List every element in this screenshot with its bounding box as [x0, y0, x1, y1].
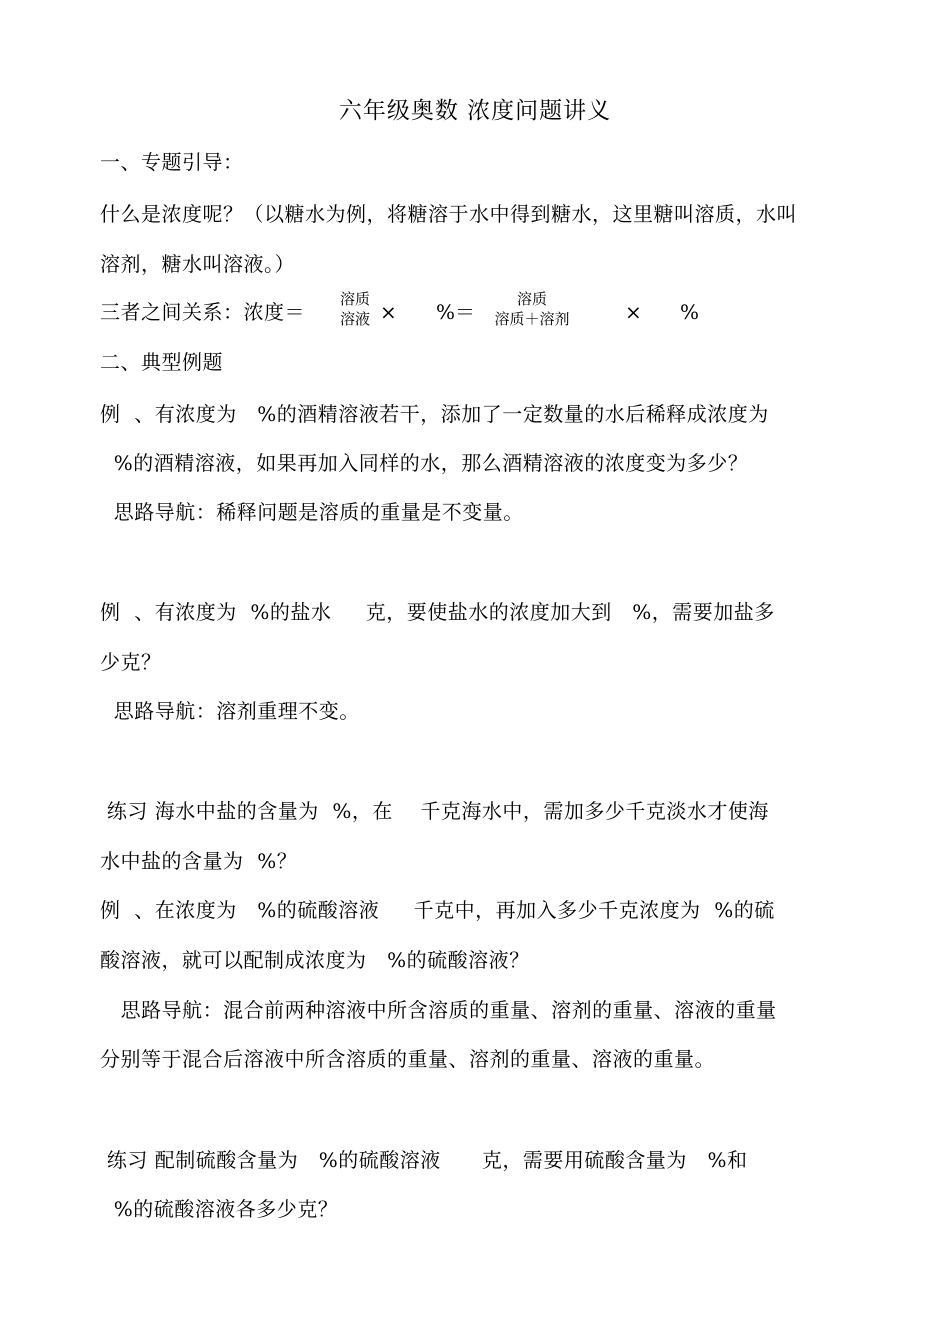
fraction-denominator: 溶液 [339, 310, 370, 328]
example-2-line-1: 例 、有浓度为 %的盐水 克，要使盐水的浓度加大到 %，需要加盐多 [100, 600, 775, 624]
fraction-solute-over-solution [335, 290, 375, 328]
percent-equals: %＝ [436, 300, 476, 324]
example-3-line-1: 例 、在浓度为 %的硫酸溶液 千克中，再加入多少千克浓度为 %的硫 [100, 898, 775, 922]
section-heading-examples: 二、典型例题 [100, 350, 223, 374]
fraction-numerator: 溶质 [516, 290, 547, 308]
fraction-solute-over-solute-plus-solvent [482, 290, 582, 328]
example-3-hint-line-1: 思路导航：混合前两种溶液中所含溶质的重量、溶剂的重量、溶液的重量 [100, 998, 777, 1022]
percent-sign: % [680, 300, 700, 324]
example-3-line-2: 酸溶液，就可以配制成浓度为 %的硫酸溶液？ [100, 948, 530, 972]
times-sign: × [380, 300, 397, 324]
practice-1-line-2: 水中盐的含量为 %？ [100, 849, 298, 873]
times-sign: × [625, 300, 642, 324]
example-3-hint-line-2: 分别等于混合后溶液中所含溶质的重量、溶剂的重量、溶液的重量。 [100, 1047, 715, 1071]
example-2-hint: 思路导航：溶剂重理不变。 [100, 699, 360, 723]
example-2-line-2: 少克？ [100, 650, 162, 674]
fraction-denominator: 溶质＋溶剂 [494, 310, 570, 328]
intro-text-line-2: 溶剂，糖水叫溶液。） [100, 252, 295, 276]
practice-2-line-2: %的硫酸溶液各多少克？ [100, 1197, 339, 1221]
fraction-numerator: 溶质 [339, 290, 370, 308]
practice-2-line-1: 练习 配制硫酸含量为 %的硫酸溶液 克，需要用硫酸含量为 %和 [100, 1148, 748, 1172]
formula-label: 三者之间关系：浓度＝ [100, 300, 305, 324]
intro-text-line-1: 什么是浓度呢？（以糖水为例，将糖溶于水中得到糖水，这里糖叫溶质，水叫 [100, 202, 797, 226]
section-heading-intro: 一、专题引导： [100, 150, 244, 174]
practice-1-line-1: 练习 海水中盐的含量为 %，在 千克海水中，需加多少千克淡水才使海 [100, 799, 769, 823]
example-1-hint: 思路导航：稀释问题是溶质的重量是不变量。 [100, 500, 524, 524]
page-title: 六年级奥数 浓度问题讲义 [338, 98, 612, 124]
example-1-line-2: %的酒精溶液，如果再加入同样的水，那么酒精溶液的浓度变为多少？ [100, 451, 749, 475]
example-1-line-1: 例 、有浓度为 %的酒精溶液若干，添加了一定数量的水后稀释成浓度为 [100, 402, 769, 426]
